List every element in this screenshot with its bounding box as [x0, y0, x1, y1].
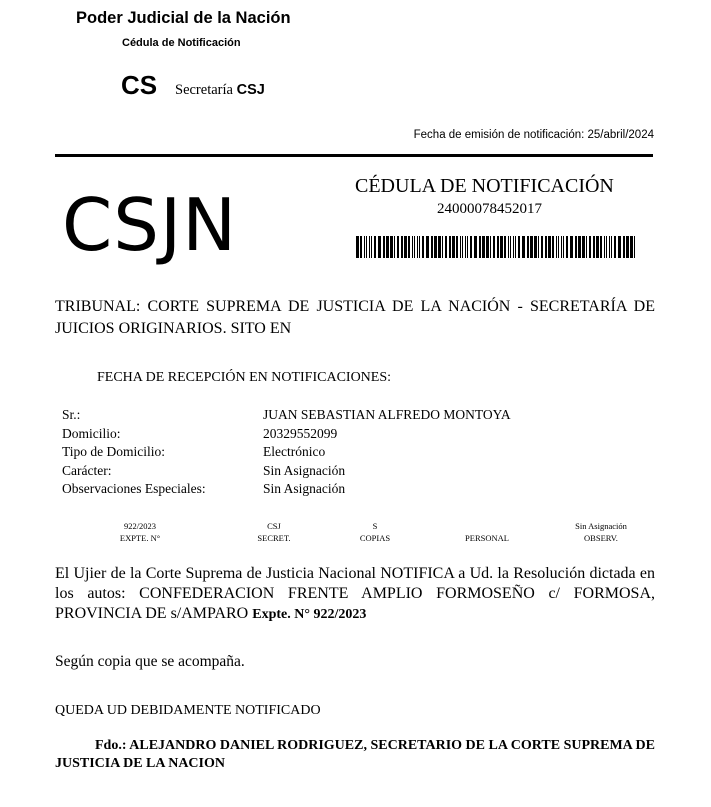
barcode-bar — [493, 236, 495, 258]
barcode-bar — [558, 236, 559, 258]
barcode-bar — [408, 236, 410, 258]
meta-value: CSJ — [267, 521, 281, 531]
detail-row-domicile — [62, 425, 511, 444]
court-code: CSJN — [62, 183, 238, 267]
barcode-bar — [510, 236, 511, 258]
header-divider — [55, 154, 653, 157]
copy-note: Según copia que se acompaña. — [55, 653, 245, 670]
detail-value: Sin Asignación — [263, 462, 346, 478]
barcode-bar — [401, 236, 403, 258]
barcode-bar — [497, 236, 499, 258]
barcode-bar — [513, 236, 514, 258]
case-number: Expte. N° 922/2023 — [252, 607, 367, 622]
barcode-bar — [611, 236, 612, 258]
organization-title: Poder Judicial de la Nación — [76, 9, 291, 27]
barcode-bar — [626, 236, 629, 258]
secretaria-code: CSJ — [236, 82, 265, 98]
barcode-bar — [414, 236, 415, 258]
barcode-bar — [412, 236, 413, 258]
meta-label: EXPTE. N° — [119, 533, 161, 543]
barcode-bar — [470, 236, 472, 258]
barcode-bar — [600, 236, 602, 258]
barcode-bar — [563, 236, 564, 258]
barcode-bar — [582, 236, 585, 258]
detail-row-recipient — [62, 406, 511, 425]
tribunal-paragraph: TRIBUNAL: CORTE SUPREMA DE JUSTICIA DE LA NACIÓN - SECRETARÍA DE JUICIOS ORIGINARIOS. SITO EN — [55, 298, 655, 337]
meta-value — [452, 520, 522, 532]
detail-row-observations — [62, 480, 511, 499]
barcode-bar — [467, 236, 468, 258]
barcode-bar — [419, 236, 420, 258]
barcode-bar — [397, 236, 399, 258]
detail-label: Tipo de Domicilio: — [62, 444, 166, 459]
barcode-bar — [518, 236, 520, 258]
barcode-bar — [522, 236, 525, 258]
signature-line: Fdo.: ALEJANDRO DANIEL RODRIGUEZ, SECRETARIO DE LA CORTE SUPREMA DE JUSTICIA DE LA NACION — [55, 738, 655, 771]
barcode-bar — [618, 236, 621, 258]
meta-personal — [452, 520, 522, 544]
barcode-bar — [356, 236, 359, 258]
barcode-bar — [445, 236, 447, 258]
meta-label: PERSONAL — [465, 533, 509, 543]
barcode-bar — [534, 236, 537, 258]
barcode-bar — [614, 236, 616, 258]
barcode-bar — [593, 236, 595, 258]
barcode-bar — [589, 236, 591, 258]
barcode-bar — [586, 236, 587, 258]
barcode-bar — [364, 236, 365, 258]
barcode-bar — [474, 236, 477, 258]
meta-value: Sin Asignación — [575, 521, 627, 531]
barcode-bar — [422, 236, 424, 258]
barcode-bar — [486, 236, 489, 258]
barcode-icon — [356, 236, 635, 258]
barcode-bar — [623, 236, 625, 258]
barcode-bar — [465, 236, 466, 258]
barcode-bar — [609, 236, 610, 258]
barcode-bar — [371, 236, 372, 258]
barcode-bar — [538, 236, 539, 258]
barcode-bar — [634, 236, 635, 258]
barcode-bar — [479, 236, 481, 258]
barcode-bar — [360, 236, 362, 258]
barcode-bar — [566, 236, 568, 258]
barcode-bar — [417, 236, 418, 258]
barcode-bar — [434, 236, 437, 258]
detail-label: Carácter: — [62, 462, 112, 478]
barcode-bar — [545, 236, 547, 258]
detail-label: Observaciones Especiales: — [62, 481, 206, 496]
barcode-bar — [556, 236, 557, 258]
barcode-bar — [552, 236, 554, 258]
secretaria-line — [175, 82, 265, 99]
barcode-bar — [561, 236, 562, 258]
barcode-bar — [527, 236, 529, 258]
detail-label: Domicilio: — [62, 425, 121, 441]
meta-value: S — [372, 521, 378, 531]
barcode-bar — [548, 236, 551, 258]
notice-number: 24000078452017 — [437, 201, 542, 217]
barcode-bar — [369, 236, 370, 258]
barcode-bar — [386, 236, 389, 258]
barcode-bar — [452, 236, 455, 258]
detail-value: 20329552099 — [263, 425, 338, 441]
barcode-bar — [596, 236, 599, 258]
barcode-bar — [404, 236, 407, 258]
document-type-label: Cédula de Notificación — [122, 37, 241, 49]
detail-value: Electrónico — [263, 444, 326, 459]
office-code: CS — [121, 70, 158, 100]
barcode-bar — [570, 236, 573, 258]
barcode-bar — [394, 236, 395, 258]
barcode-bar — [378, 236, 381, 258]
notification-text: El Ujier de la Corte Suprema de Justicia Nacional NOTIFICA a Ud. la Resolución dictada en los autos: CONFEDERACION FRENTE AMPLIO FORMOSEÑO c/ FORMOSA, PROVINCIA DE s/AMPARO — [55, 565, 655, 622]
meta-expediente — [100, 520, 180, 544]
meta-copias — [345, 520, 405, 544]
barcode-bar — [500, 236, 503, 258]
barcode-bar — [366, 236, 367, 258]
barcode-bar — [630, 236, 633, 258]
emission-date: Fecha de emisión de notificación: 25/abril/2024 — [413, 129, 654, 141]
reception-date-label: FECHA DE RECEPCIÓN EN NOTIFICACIONES: — [97, 370, 392, 385]
barcode-bar — [442, 236, 443, 258]
meta-label: OBSERV. — [584, 533, 618, 543]
notice-title: CÉDULA DE NOTIFICACIÓN — [355, 175, 614, 197]
barcode-bar — [504, 236, 506, 258]
barcode-bar — [606, 236, 607, 258]
notified-statement: QUEDA UD DEBIDAMENTE NOTIFICADO — [55, 703, 321, 718]
barcode-bar — [383, 236, 385, 258]
barcode-bar — [460, 236, 461, 258]
secretaria-label: Secretaría — [175, 82, 233, 98]
recipient-details — [62, 406, 511, 499]
barcode-bar — [530, 236, 533, 258]
barcode-bar — [456, 236, 458, 258]
barcode-bar — [604, 236, 605, 258]
barcode-bar — [462, 236, 463, 258]
meta-label: COPIAS — [359, 533, 391, 543]
barcode-bar — [490, 236, 491, 258]
meta-value: 922/2023 — [123, 521, 157, 531]
barcode-bar — [449, 236, 451, 258]
meta-label: SECRET. — [257, 533, 291, 543]
meta-observaciones — [560, 520, 642, 544]
barcode-bar — [438, 236, 441, 258]
barcode-bar — [578, 236, 581, 258]
notification-paragraph — [55, 564, 655, 625]
barcode-bar — [515, 236, 516, 258]
barcode-bar — [431, 236, 433, 258]
meta-secretaria — [244, 520, 304, 544]
barcode-bar — [508, 236, 509, 258]
barcode-bar — [426, 236, 429, 258]
detail-value: Sin Asignación — [263, 481, 346, 496]
barcode-bar — [374, 236, 376, 258]
barcode-bar — [575, 236, 577, 258]
detail-row-character — [62, 462, 511, 481]
detail-row-domicile-type — [62, 443, 511, 462]
detail-value: JUAN SEBASTIAN ALFREDO MONTOYA — [263, 407, 511, 422]
barcode-bar — [541, 236, 543, 258]
barcode-bar — [390, 236, 393, 258]
detail-label: Sr.: — [62, 407, 81, 422]
barcode-bar — [482, 236, 485, 258]
